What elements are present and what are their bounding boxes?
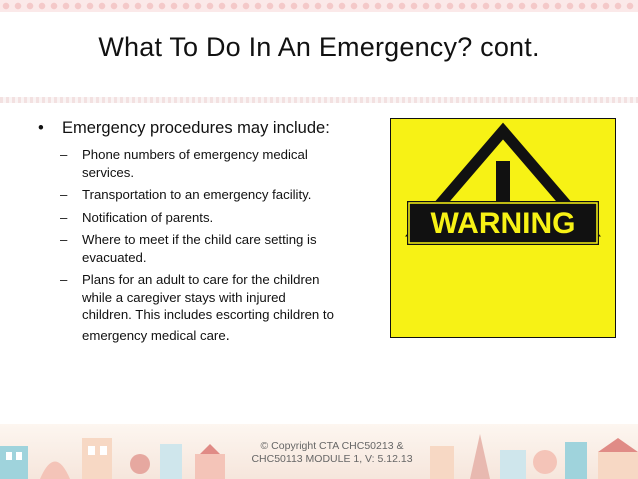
dash-marker: –	[60, 147, 68, 162]
warning-text: WARNING	[430, 207, 576, 240]
dash-marker: –	[60, 187, 68, 202]
sub-item-tail: emergency medical care	[82, 327, 226, 343]
sub-item-text: Phone numbers of emergency medical services.	[82, 147, 308, 180]
warning-sign	[390, 118, 616, 338]
dash-marker: –	[60, 272, 68, 287]
top-decorative-band	[0, 0, 638, 12]
slide-title: What To Do In An Emergency? cont.	[98, 32, 540, 62]
exclamation-triangle-icon	[391, 119, 615, 337]
sub-item-text: Where to meet if the child care setting is evacuated.	[82, 232, 317, 265]
sub-item-meeting-place	[60, 231, 338, 266]
sub-item-period: .	[225, 326, 230, 344]
sub-item-text: Transportation to an emergency facility.	[82, 187, 312, 202]
sub-item-adult-care-plans	[60, 271, 338, 348]
dash-marker: –	[60, 209, 68, 225]
sub-item-text: Plans for an adult to care for the children while a caregiver stays with injured children. This includes escorting children to	[82, 272, 334, 322]
dash-marker: –	[60, 232, 68, 247]
copyright-notice	[232, 440, 432, 466]
title-divider	[0, 97, 638, 103]
main-bullet-text: Emergency procedures may include:	[62, 119, 330, 137]
copyright-line-1: © Copyright CTA CHC50213 &	[260, 440, 404, 452]
sub-bullet-list	[38, 146, 338, 348]
bullet-list	[38, 117, 338, 353]
sub-item-text: Notification of parents.	[82, 209, 214, 225]
copyright-line-2: CHC50113 MODULE 1, V: 5.12.13	[251, 453, 413, 465]
sub-item-notification	[60, 209, 338, 227]
sub-item-phone-numbers	[60, 146, 338, 181]
main-bullet	[38, 117, 338, 140]
sub-item-transportation	[60, 186, 338, 204]
bullet-marker: •	[38, 119, 44, 137]
